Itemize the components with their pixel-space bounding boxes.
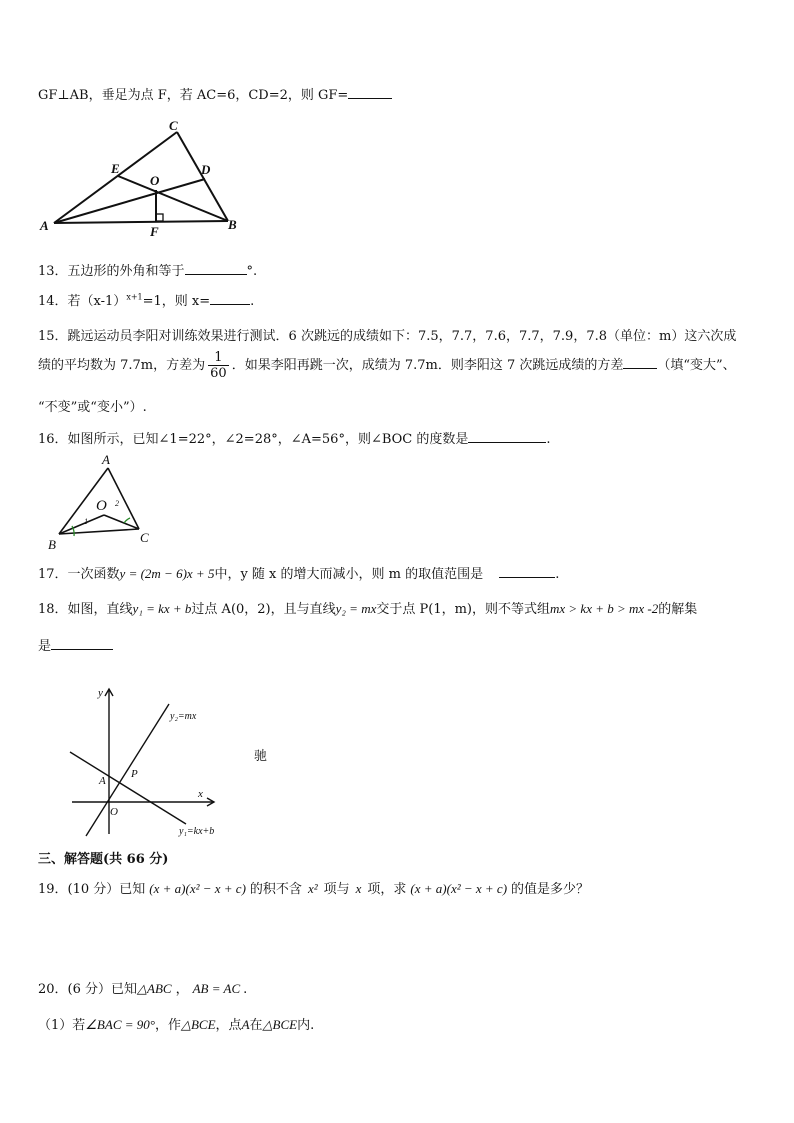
label-d: D [201, 162, 211, 177]
q19-text [38, 878, 589, 897]
label-b: B [228, 217, 237, 232]
figure-triangle-abc [38, 118, 248, 243]
q20-end: . [243, 982, 248, 997]
q18-line1 [38, 598, 697, 617]
label-p: P [131, 768, 138, 780]
label-y2-mx: y₂=mx [170, 711, 197, 722]
q20-triangle: △ABC [137, 981, 172, 996]
q15-text-1: 15．跳远运动员李阳对训练效果进行测试．6 次跳远的成绩如下：7.5，7.7，7.6，7.7，7.9，7.8（单位：m）这六次成 [38, 329, 737, 344]
q19-expression-1: (x + a)(x² − x + c) [149, 881, 246, 896]
label-y1-kxb: y₁=kx+b [179, 826, 215, 837]
label-o: O [96, 498, 107, 514]
q18-answer-blank[interactable] [51, 637, 113, 650]
q18-line-y2: y₂ = mx [335, 601, 377, 616]
q18-text-2: 是 [38, 639, 52, 654]
q18-mid1: 过点 A(0，2)，且与直线 [191, 602, 336, 617]
q15-line3 [38, 396, 147, 415]
q15-text-3: “不变”或“变小”）. [38, 400, 147, 415]
q12-answer-blank[interactable] [348, 86, 392, 99]
label-y: y [98, 687, 103, 699]
q14-post: =1，则 x= [142, 294, 211, 309]
q20-1-mid3: 在 [249, 1018, 263, 1033]
label-a: A [99, 775, 106, 787]
q20-pre: 20．(6 分）已知 [38, 982, 138, 997]
q16-answer-blank[interactable] [468, 430, 546, 443]
q20-1-pre: （1）若 [38, 1018, 86, 1033]
q16-question: 16．如图所示，已知∠1=22°，∠2=28°，∠A=56°，则∠BOC 的度数是 [38, 432, 469, 447]
q20-1-mid2: ，点 [215, 1018, 242, 1033]
label-e: E [111, 161, 120, 176]
q19-mid2: 项与 [323, 882, 350, 897]
q19-end: 的值是多少？ [511, 882, 590, 897]
q19-expression-2: (x + a)(x² − x + c) [410, 881, 508, 896]
q19-x-squared: x² [307, 881, 318, 896]
q18-line2 [38, 635, 113, 654]
q14-pre: 14．若（x-1） [38, 294, 127, 309]
q20-1-point-a: A [241, 1017, 250, 1032]
q19-mid1: 的积不含 [249, 882, 302, 897]
q20-part1-text [38, 1014, 314, 1033]
variance-fraction [208, 350, 229, 381]
label-x: x [198, 788, 203, 800]
q20-equality: AB = AC [192, 981, 241, 996]
angle-2-label: 2 [115, 499, 119, 508]
q14-exponent: x+1 [126, 292, 143, 302]
label-c: C [169, 118, 178, 133]
q20-1-mid: ，作 [154, 1018, 181, 1033]
q12-tail: GF⊥AB，垂足为点 F，若 AC=6，CD=2，则 GF= [38, 88, 349, 103]
q19-pre: 19．(10 分）已知 [38, 882, 146, 897]
q20-separator: ， [175, 982, 189, 997]
label-o: O [150, 173, 160, 188]
q13-question: 13．五边形的外角和等于 [38, 264, 185, 279]
q20-text [38, 978, 247, 997]
q15-text-2b: ．如果李阳再跳一次，成绩为 7.7m．则李阳这 7 次跳远成绩的方差 [231, 358, 624, 373]
q15-answer-blank[interactable] [623, 356, 657, 369]
angle-1-label: 1 [84, 517, 88, 526]
q15-text-2c: （填“变大”、 [657, 358, 736, 373]
q20-1-end: 内. [297, 1018, 315, 1033]
q17-mid: 中，y 随 x 的增大而减小，则 m 的取值范围是 [214, 567, 484, 582]
q20-1-angle: ∠BAC = 90° [85, 1017, 155, 1032]
q16-end: . [546, 432, 551, 447]
label-b: B [48, 537, 56, 552]
figure-linear-functions [64, 684, 244, 844]
q13-end: °. [246, 264, 258, 279]
q20-1-triangle-2: △BCE [262, 1017, 298, 1032]
q18-inequality: mx > kx + b > mx -2 [550, 601, 659, 616]
q20-1-triangle: △BCE [180, 1017, 216, 1032]
q16-text [38, 428, 551, 447]
fraction-numerator: 1 [208, 350, 229, 366]
q15-text-2a: 绩的平均数为 7.7m，方差为 [38, 358, 206, 373]
q14-answer-blank[interactable] [210, 292, 250, 305]
section-3-heading: 三、解答题(共 66 分) [38, 852, 169, 867]
label-f: F [150, 224, 159, 239]
q13-text [38, 260, 257, 279]
q18-mid2: 交于点 P(1，m)，则不等式组 [376, 602, 550, 617]
q14-text [38, 290, 254, 309]
q14-end: . [250, 294, 255, 309]
q19-mid3: 项，求 [367, 882, 407, 897]
label-a: A [102, 452, 110, 467]
stray-character: 驰 [254, 749, 268, 764]
q17-pre: 17．一次函数 [38, 567, 120, 582]
fraction-denominator: 60 [210, 366, 227, 381]
q15-line1 [38, 325, 736, 344]
label-o: O [110, 806, 118, 818]
q17-end: . [555, 567, 560, 582]
q17-function: y = (2m − 6)x + 5 [119, 566, 215, 581]
q19-x: x [355, 881, 362, 896]
q17-text [38, 563, 559, 582]
q13-answer-blank[interactable] [185, 262, 247, 275]
q17-answer-blank[interactable] [499, 565, 555, 578]
q12-text [38, 84, 392, 103]
label-a: A [40, 218, 49, 233]
figure-triangle-boc [44, 452, 164, 552]
q15-line2 [38, 350, 736, 381]
q18-pre: 18．如图，直线 [38, 602, 133, 617]
label-c: C [140, 530, 149, 545]
q18-end: 的解集 [658, 602, 698, 617]
q18-line-y1: y₁ = kx + b [132, 601, 192, 616]
